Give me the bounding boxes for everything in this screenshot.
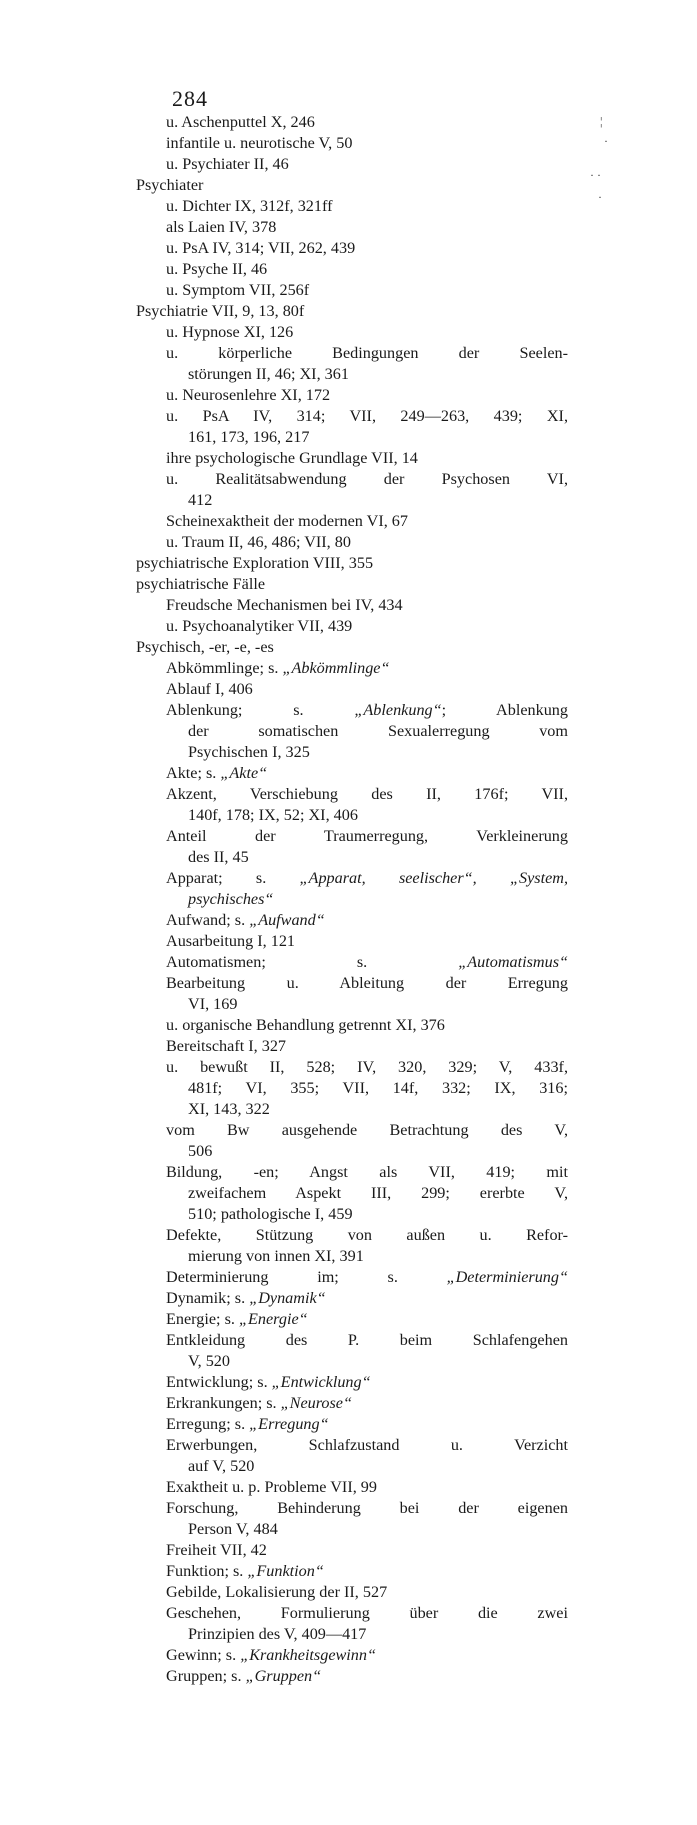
entry-text: 510; pathologische I, 459 [188,1205,353,1223]
index-subentry [136,1666,568,1687]
index-subentry [136,1225,568,1246]
entry-text: Apparat; s. [166,869,300,887]
index-subentry [136,133,568,154]
entry-text: Exaktheit u. p. Probleme VII, 99 [166,1478,377,1496]
index-heading [136,553,568,574]
index-subentry [136,784,568,805]
entry-text: u. Neurosenlehre XI, 172 [166,386,331,404]
cross-reference: „Energie“ [238,1310,308,1328]
index-subentry [136,1036,568,1057]
entry-text: u. Psychiater II, 46 [166,155,289,173]
index-subentry [136,910,568,931]
index-heading [136,637,568,658]
index-subentry [136,700,568,721]
entry-text: u. Hypnose XI, 126 [166,323,294,341]
entry-text: Psychischen I, 325 [188,743,310,761]
index-subentry [136,448,568,469]
entry-text: u. Psyche II, 46 [166,260,268,278]
index-subentry [136,259,568,280]
entry-text: Ablenkung; s. [166,701,355,719]
index-subentry [136,679,568,700]
entry-text: Erregung; s. [166,1415,250,1433]
index-subentry [136,763,568,784]
index-heading [136,175,568,196]
entry-text: Forschung, Behinderung bei der eigenen [166,1499,568,1517]
index-subentry [136,1372,568,1393]
entry-text: Akte; s. [166,764,221,782]
cross-reference: „Krankheitsgewinn“ [240,1646,376,1664]
entry-text: VI, 169 [188,995,238,1013]
entry-text: infantile u. neurotische V, 50 [166,134,353,152]
index-subentry [136,1540,568,1561]
entry-text: mierung von innen XI, 391 [188,1247,364,1265]
index-continuation [136,1141,568,1162]
entry-text: Determinierung im; s. [166,1268,447,1286]
index-continuation [136,1183,568,1204]
index-subentry [136,931,568,952]
entry-text: XI, 143, 322 [188,1100,270,1118]
index-continuation [136,1519,568,1540]
entry-text: Aufwand; s. [166,911,250,929]
entry-text: Akzent, Verschiebung des II, 176f; VII, [166,785,568,803]
index-subentry [136,1414,568,1435]
index-subentry [136,1330,568,1351]
entry-text: Entwicklung; s. [166,1373,272,1391]
entry-text: Anteil der Traumerregung, Verkleinerung [166,827,568,845]
index-continuation [136,364,568,385]
index-continuation [136,1099,568,1120]
index-subentry [136,826,568,847]
index-subentry [136,658,568,679]
page-number: 284 [172,86,208,111]
index-subentry [136,406,568,427]
entry-text: zweifachem Aspekt III, 299; ererbte V, [188,1184,568,1202]
entry-text: u. Psychoanalytiker VII, 439 [166,617,353,635]
entry-text: des II, 45 [188,848,249,866]
entry-text: ; Ablenkung [441,701,568,719]
entry-text: 481f; VI, 355; VII, 14f, 332; IX, 316; [188,1079,568,1097]
entry-text: störungen II, 46; XI, 361 [188,365,349,383]
index-subentry [136,1057,568,1078]
entry-text: 140f, 178; IX, 52; XI, 406 [188,806,358,824]
entry-text: Ablauf I, 406 [166,680,253,698]
entry-text: Erwerbungen, Schlafzustand u. Verzicht [166,1436,568,1454]
index-subentry [136,343,568,364]
cross-reference: „Dynamik“ [249,1289,326,1307]
index-subentry [136,112,568,133]
entry-text: u. bewußt II, 528; IV, 320, 329; V, 433f, [166,1058,568,1076]
index-subentry [136,1603,568,1624]
entry-text: Person V, 484 [188,1520,278,1538]
index-subentry [136,385,568,406]
entry-text: vom Bw ausgehende Betrachtung des V, [166,1121,568,1139]
entry-text: Entkleidung des P. beim Schlafengehen [166,1331,568,1349]
index-subentry [136,154,568,175]
index-continuation [136,742,568,763]
cross-reference: „Gruppen“ [245,1667,322,1685]
index-continuation [136,490,568,511]
entry-text: Freiheit VII, 42 [166,1541,267,1559]
index-subentry [136,322,568,343]
entry-text: u. Symptom VII, 256f [166,281,310,299]
index-subentry [136,196,568,217]
entry-text: Gewinn; s. [166,1646,241,1664]
cross-reference: „Determinierung“ [446,1268,568,1286]
index-subentry [136,595,568,616]
index-subentry [136,1162,568,1183]
index-continuation [136,721,568,742]
cross-reference: „Erregung“ [249,1415,329,1433]
entry-text: Freudsche Mechanismen bei IV, 434 [166,596,403,614]
index-subentry [136,616,568,637]
entry-text: u. Traum II, 46, 486; VII, 80 [166,533,351,551]
index-continuation [136,889,568,910]
entry-text: Erkrankungen; s. [166,1394,281,1412]
entry-text: psychiatrische Fälle [136,575,266,593]
margin-mark: · [598,190,602,204]
entry-text: u. Realitätsabwendung der Psychosen VI, [166,470,568,488]
index-subentry [136,1498,568,1519]
entry-text: 412 [188,491,213,509]
entry-text: Psychiater [136,176,204,194]
entry-text: Bereitschaft I, 327 [166,1037,287,1055]
index-subentry [136,217,568,238]
index-entries [136,112,568,1687]
index-subentry [136,1015,568,1036]
entry-text: auf V, 520 [188,1457,255,1475]
entry-text: Funktion; s. [166,1562,248,1580]
margin-mark: ¦ [600,114,603,128]
entry-text: ihre psychologische Grundlage VII, 14 [166,449,418,467]
index-continuation [136,805,568,826]
entry-text: u. PsA IV, 314; VII, 262, 439 [166,239,356,257]
index-continuation [136,1246,568,1267]
entry-text: Energie; s. [166,1310,239,1328]
index-continuation [136,1078,568,1099]
entry-text: u. Aschenputtel X, 246 [166,113,315,131]
entry-text: 506 [188,1142,213,1160]
entry-text: Dynamik; s. [166,1289,250,1307]
entry-text: Psychisch, -er, -e, -es [136,638,274,656]
index-subentry [136,1267,568,1288]
cross-reference: „Entwicklung“ [271,1373,371,1391]
index-heading [136,301,568,322]
cross-reference: „Ablenkung“ [354,701,442,719]
entry-text: Gebilde, Lokalisierung der II, 527 [166,1583,388,1601]
entry-text: psychiatrische Exploration VIII, 355 [136,554,374,572]
entry-text: 161, 173, 196, 217 [188,428,310,446]
index-heading [136,574,568,595]
index-subentry [136,1561,568,1582]
index-subentry [136,1477,568,1498]
entry-text: Geschehen, Formulierung über die zwei [166,1604,568,1622]
index-subentry [136,532,568,553]
index-subentry [136,469,568,490]
entry-text: u. organische Behandlung getrennt XI, 376 [166,1016,445,1034]
entry-text: Ausarbeitung I, 121 [166,932,296,950]
index-subentry [136,1393,568,1414]
cross-reference: „Aufwand“ [249,911,325,929]
cross-reference: psychisches“ [188,890,274,908]
cross-reference: „Apparat, seelischer“, „System, [299,869,568,887]
index-continuation [136,1204,568,1225]
index-subentry [136,1435,568,1456]
entry-text: Abkömmlinge; s. [166,659,283,677]
index-subentry [136,973,568,994]
index-subentry [136,868,568,889]
index-subentry [136,1120,568,1141]
index-subentry [136,238,568,259]
entry-text: Gruppen; s. [166,1667,246,1685]
cross-reference: „Neurose“ [280,1394,352,1412]
entry-text: Scheinexaktheit der modernen VI, 67 [166,512,408,530]
entry-text: V, 520 [188,1352,230,1370]
cross-reference: „Funktion“ [247,1562,324,1580]
entry-text: Psychiatrie VII, 9, 13, 80f [136,302,305,320]
entry-text: Bearbeitung u. Ableitung der Erregung [166,974,568,992]
entry-text: der somatischen Sexualerregung vom [188,722,568,740]
entry-text: u. PsA IV, 314; VII, 249—263, 439; XI, [166,407,568,425]
index-subentry [136,1582,568,1603]
cross-reference: „Automatismus“ [458,953,568,971]
index-continuation [136,1456,568,1477]
index-continuation [136,427,568,448]
entry-text: als Laien IV, 378 [166,218,277,236]
cross-reference: „Abkömmlinge“ [282,659,390,677]
index-continuation [136,847,568,868]
index-subentry [136,1288,568,1309]
cross-reference: „Akte“ [220,764,268,782]
index-subentry [136,511,568,532]
index-subentry [136,280,568,301]
margin-mark: · · [590,168,601,182]
index-continuation [136,1624,568,1645]
entry-text: Defekte, Stützung von außen u. Refor- [166,1226,568,1244]
index-subentry [136,1645,568,1666]
entry-text: u. körperliche Bedingungen der Seelen- [166,344,568,362]
entry-text: Bildung, -en; Angst als VII, 419; mit [166,1163,568,1181]
index-subentry [136,952,568,973]
entry-text: Prinzipien des V, 409—417 [188,1625,367,1643]
entry-text: Automatismen; s. [166,953,459,971]
entry-text: u. Dichter IX, 312f, 321ff [166,197,333,215]
index-continuation [136,1351,568,1372]
index-continuation [136,994,568,1015]
index-subentry [136,1309,568,1330]
margin-mark: · [604,134,608,148]
